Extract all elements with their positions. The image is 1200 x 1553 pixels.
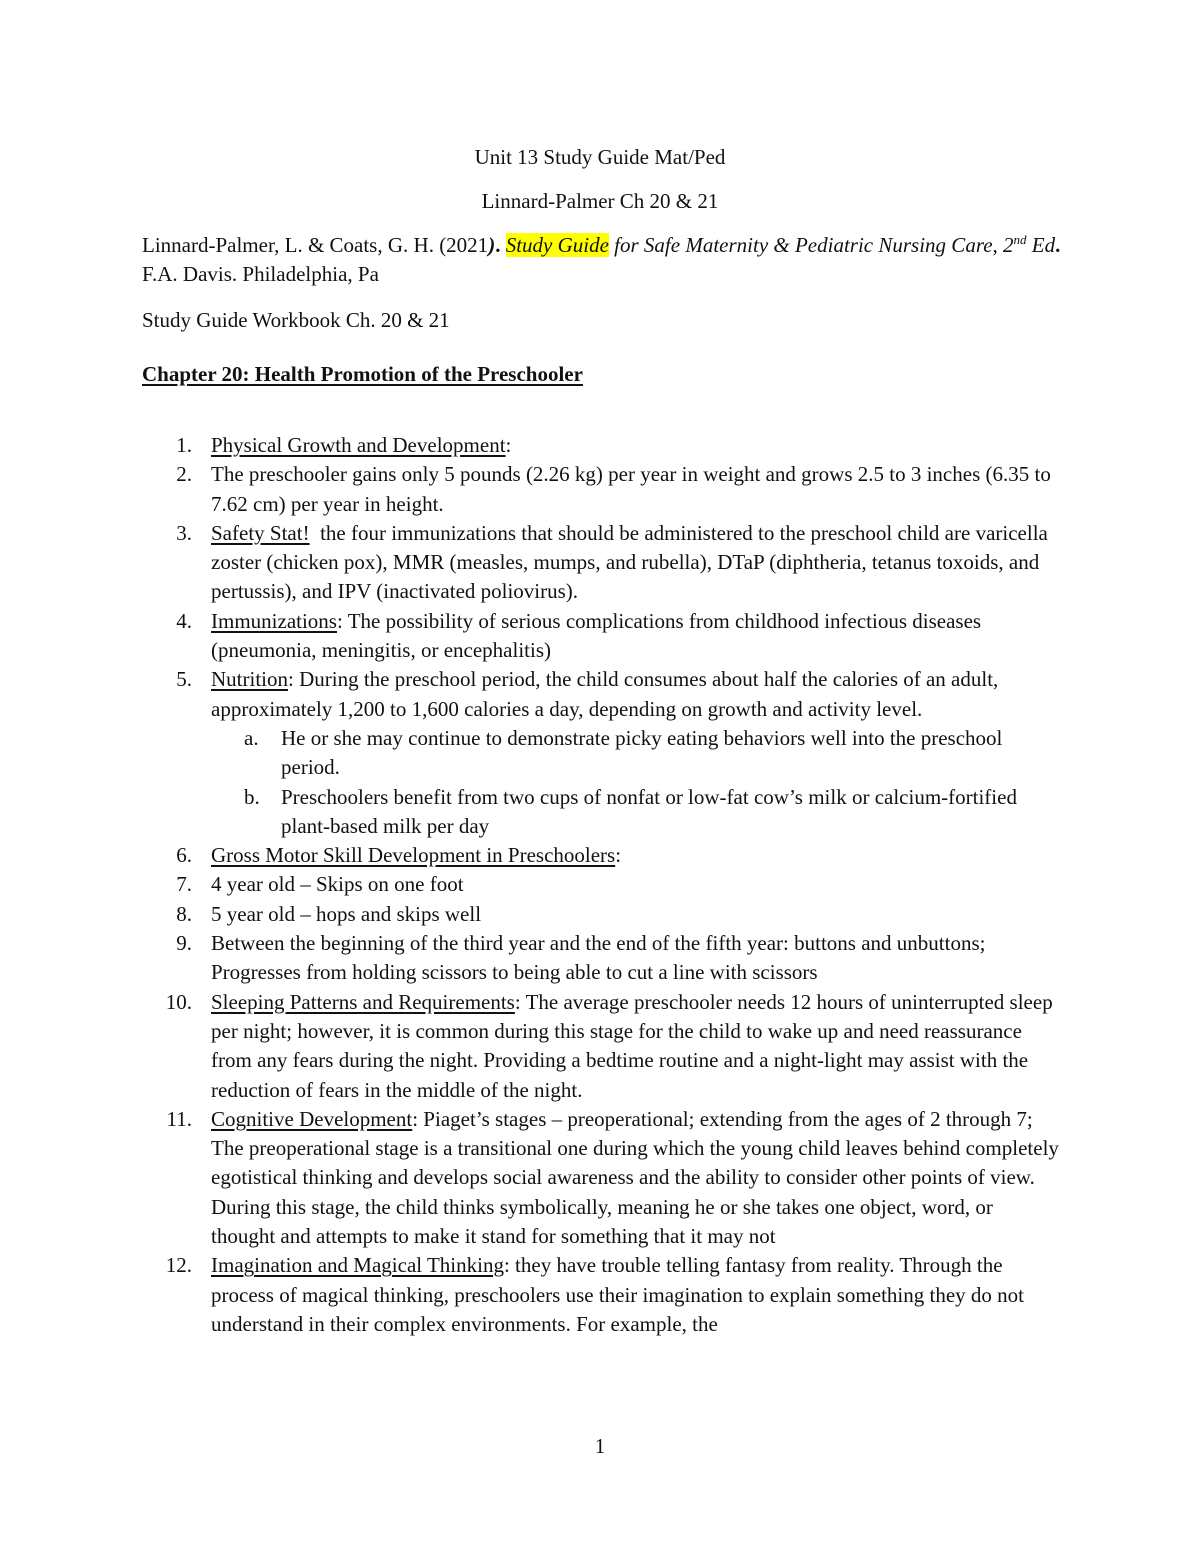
citation-publisher: F.A. Davis. Philadelphia, Pa — [142, 262, 379, 287]
citation-paren: ) — [488, 233, 496, 257]
list-item: 11. Cognitive Development: Piaget’s stages – preoperational; extending from the ages of 2 through 7; The preoperational stage is a transitional one during which the young child leaves behind completely egotistical thinking and develops social awareness and the ability to consider other points of view. During this stage, the child thinks symbolically, meaning he or she takes one object, word, or thought and attempts to make it stand for something that it may not — [166, 1106, 1059, 1249]
citation-authors: Linnard-Palmer, L. & Coats, G. H. (2021 — [142, 233, 489, 257]
list-item: 10. Sleeping Patterns and Requirements: The average preschooler needs 12 hours of uninterrupted sleep per night; however, it is common during this stage for the child to wake up and need reassurance from any fears during the night. Providing a bedtime routine and a night-light may assist with the reduction of fears in the middle of the night. — [165, 989, 1053, 1102]
list-item: 3. Safety Stat! the four immunizations that should be administered to the preschool child are varicella zoster (chicken pox), MMR (measles, mumps, and rubella), DTaP (diphtheria, tetanus toxoids, and pertussis), and IPV (inactivated poliovirus). — [176, 520, 1054, 604]
chapter-heading: Chapter 20: Health Promotion of the Preschooler — [142, 362, 583, 386]
sub-list-item: b. Preschoolers benefit from two cups of nonfat or low-fat cow’s milk or calcium-fortified plant-based milk per day — [244, 784, 1017, 838]
citation-edition: Ed — [1031, 233, 1056, 257]
list-item: 4. Immunizations: The possibility of serious complications from childhood infectious diseases (pneumonia, meningitis, or encephalitis) — [176, 608, 982, 663]
list-item: 8. 5 year old – hops and skips well — [176, 901, 482, 926]
study-list — [142, 431, 1062, 1339]
document-subtitle: Linnard-Palmer Ch 20 & 21 — [481, 189, 719, 213]
list-item: 2. The preschooler gains only 5 pounds (2.26 kg) per year in weight and grows 2.5 to 3 inches (6.35 to 7.62 cm) per year in height. — [176, 462, 1051, 516]
citation-title: for Safe Maternity & Pediatric Nursing Care, 2 — [614, 233, 1014, 257]
citation — [142, 231, 1062, 290]
list-item: 6. Gross Motor Skill Development in Preschoolers: — [176, 843, 622, 868]
page-number: 1 — [594, 1434, 606, 1458]
citation-edition-period: . — [1055, 233, 1061, 257]
citation-period: . — [495, 233, 501, 257]
citation-highlighted-title: Study Guide — [505, 233, 609, 257]
sub-list-item: a. He or she may continue to demonstrate picky eating behaviors well into the preschool period. — [244, 725, 1003, 780]
list-item: 7. 4 year old – Skips on one foot — [176, 872, 464, 897]
list-item: 1. Physical Growth and Development: — [176, 433, 512, 457]
list-item: 12. Imagination and Magical Thinking: they have trouble telling fantasy from reality. Through the process of magical thinking, preschoolers use their imagination to explain something they do not understand in their complex environments. For example, the — [165, 1253, 1024, 1336]
sub-list — [211, 724, 1062, 841]
list-item: 5. Nutrition: During the preschool period, the child consumes about half the calories of an adult, approximately 1,200 to 1,600 calories a day, depending on growth and activity level. a. He or she may continue to demonstrate picky eating behaviors well into the preschool period. b. Preschoolers benefit from two cups of nonfat or low-fat cow’s milk or calcium-fortified plant-based milk per day — [142, 665, 1062, 841]
list-item: 9. Between the beginning of the third year and the end of the fifth year: buttons and unbuttons; Progresses from holding scissors to being able to cut a line with scissors — [176, 931, 986, 985]
workbook-line: Study Guide Workbook Ch. 20 & 21 — [142, 308, 450, 332]
citation-sup: nd — [1013, 232, 1027, 247]
document-title: Unit 13 Study Guide Mat/Ped — [474, 145, 726, 169]
